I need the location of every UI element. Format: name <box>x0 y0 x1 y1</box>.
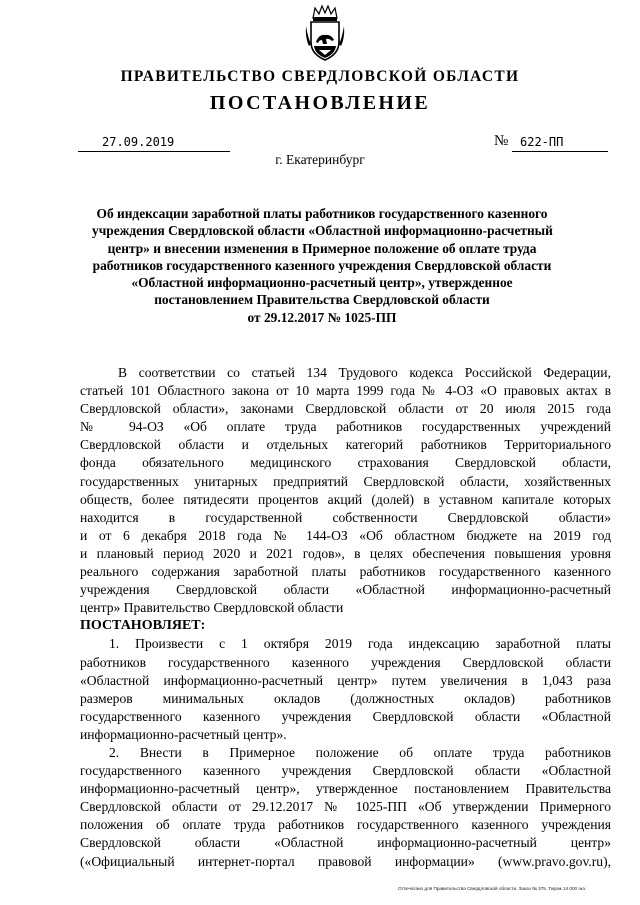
document-body <box>80 364 611 871</box>
body-line: находится в государственной собственности Свердловской области» <box>80 509 611 525</box>
body-line: статьей 101 Областного закона от 10 марта 1999 года № 4-ОЗ «О правовых актах в <box>80 383 611 399</box>
body-line: и от 6 декабря 2018 года № 144-ОЗ «Об областном бюджете на 2019 год <box>80 527 611 543</box>
body-line: фонда обязательного медицинского страхования Свердловской области, <box>80 455 611 471</box>
body-line: положения об оплате труда работников государственного казенного учреждения <box>80 817 611 833</box>
document-number: 622-ПП <box>512 134 608 152</box>
body-line: («Официальный интернет-портал правовой информации» (www.pravo.gov.ru), <box>80 853 611 869</box>
city: г. Екатеринбург <box>275 152 365 167</box>
document-type: ПОСТАНОВЛЕНИЕ <box>209 92 431 114</box>
body-line: Свердловской области и отдельных категорий работников Территориального <box>80 437 611 453</box>
body-line: размеров минимальных окладов (должностных окладов) работников <box>80 690 611 706</box>
government-name: ПРАВИТЕЛЬСТВО СВЕРДЛОВСКОЙ ОБЛАСТИ <box>120 68 520 85</box>
body-line: «Областной информационно-расчетный центр» путем увеличения в 1,043 раза <box>80 672 611 688</box>
document-title <box>92 205 552 326</box>
body-line: реального содержания заработной платы работников государственного казенного <box>80 564 611 580</box>
body-line: № 94-ОЗ «Об оплате труда работников государственных учреждений <box>80 419 611 435</box>
decree-keyword: ПОСТАНОВЛЯЕТ: <box>80 618 206 634</box>
title-line: от 29.12.2017 № 1025-ПП <box>247 309 397 325</box>
body-line: 2. Внести в Примерное положение об оплате труда работников <box>109 744 611 760</box>
body-line: обществ, более пятидесяти процентов акций (долей) в уставном капитале которых <box>80 491 611 507</box>
title-line: учреждения Свердловской области «Областной информационно-расчетный <box>92 223 553 239</box>
body-line: учреждения Свердловской области «Областной информационно-расчетный <box>80 582 611 598</box>
body-line: центр» Правительство Свердловской области <box>80 600 344 616</box>
body-line: информационно-расчетный центр». <box>80 726 287 742</box>
body-line: информационно-расчетный центр», утвержденное постановлением Правительства <box>80 781 611 797</box>
body-line: Свердловской области», законами Свердловской области от 20 июля 2015 года <box>80 401 611 417</box>
title-line: «Областной информационно-расчетный центр», утвержденное <box>131 275 513 291</box>
body-line: Свердловской области от 29.12.2017 № 1025-ПП «Об утверждении Примерного <box>80 799 611 815</box>
body-line: Свердловской области «Областной информационно-расчетный центр» <box>80 835 611 851</box>
body-line: В соответствии со статьей 134 Трудового кодекса Российской Федерации, <box>118 365 611 380</box>
body-line: государственных унитарных предприятий Свердловской области, хозяйственных <box>80 473 611 489</box>
number-label: № <box>494 133 509 149</box>
title-line: Об индексации заработной платы работников государственного казенного <box>96 206 548 221</box>
body-line: государственного казенного учреждения Свердловской области «Областной <box>80 763 611 779</box>
body-line: государственного казенного учреждения Свердловской области «Областной <box>80 708 611 724</box>
title-line: постановлением Правительства Свердловской области <box>154 292 490 308</box>
body-line: работников государственного казенного учреждения Свердловской области <box>80 654 611 670</box>
sverdlovsk-coat-of-arms-icon <box>305 4 345 62</box>
title-line: центр» и внесении изменения в Примерное положение об оплате труда <box>107 240 537 256</box>
title-line: работников государственного казенного учреждения Свердловской области <box>92 257 552 273</box>
print-footer: Отпечатано для Правительства Свердловской области. Заказ № 375. Тираж 14 000 экз. <box>398 886 587 891</box>
body-line: и плановый период 2020 и 2021 годов», в целях обеспечения повышения уровня <box>80 545 611 561</box>
document-date: 27.09.2019 <box>78 134 230 152</box>
body-line: 1. Произвести с 1 октября 2019 года индексацию заработной платы <box>109 636 611 652</box>
